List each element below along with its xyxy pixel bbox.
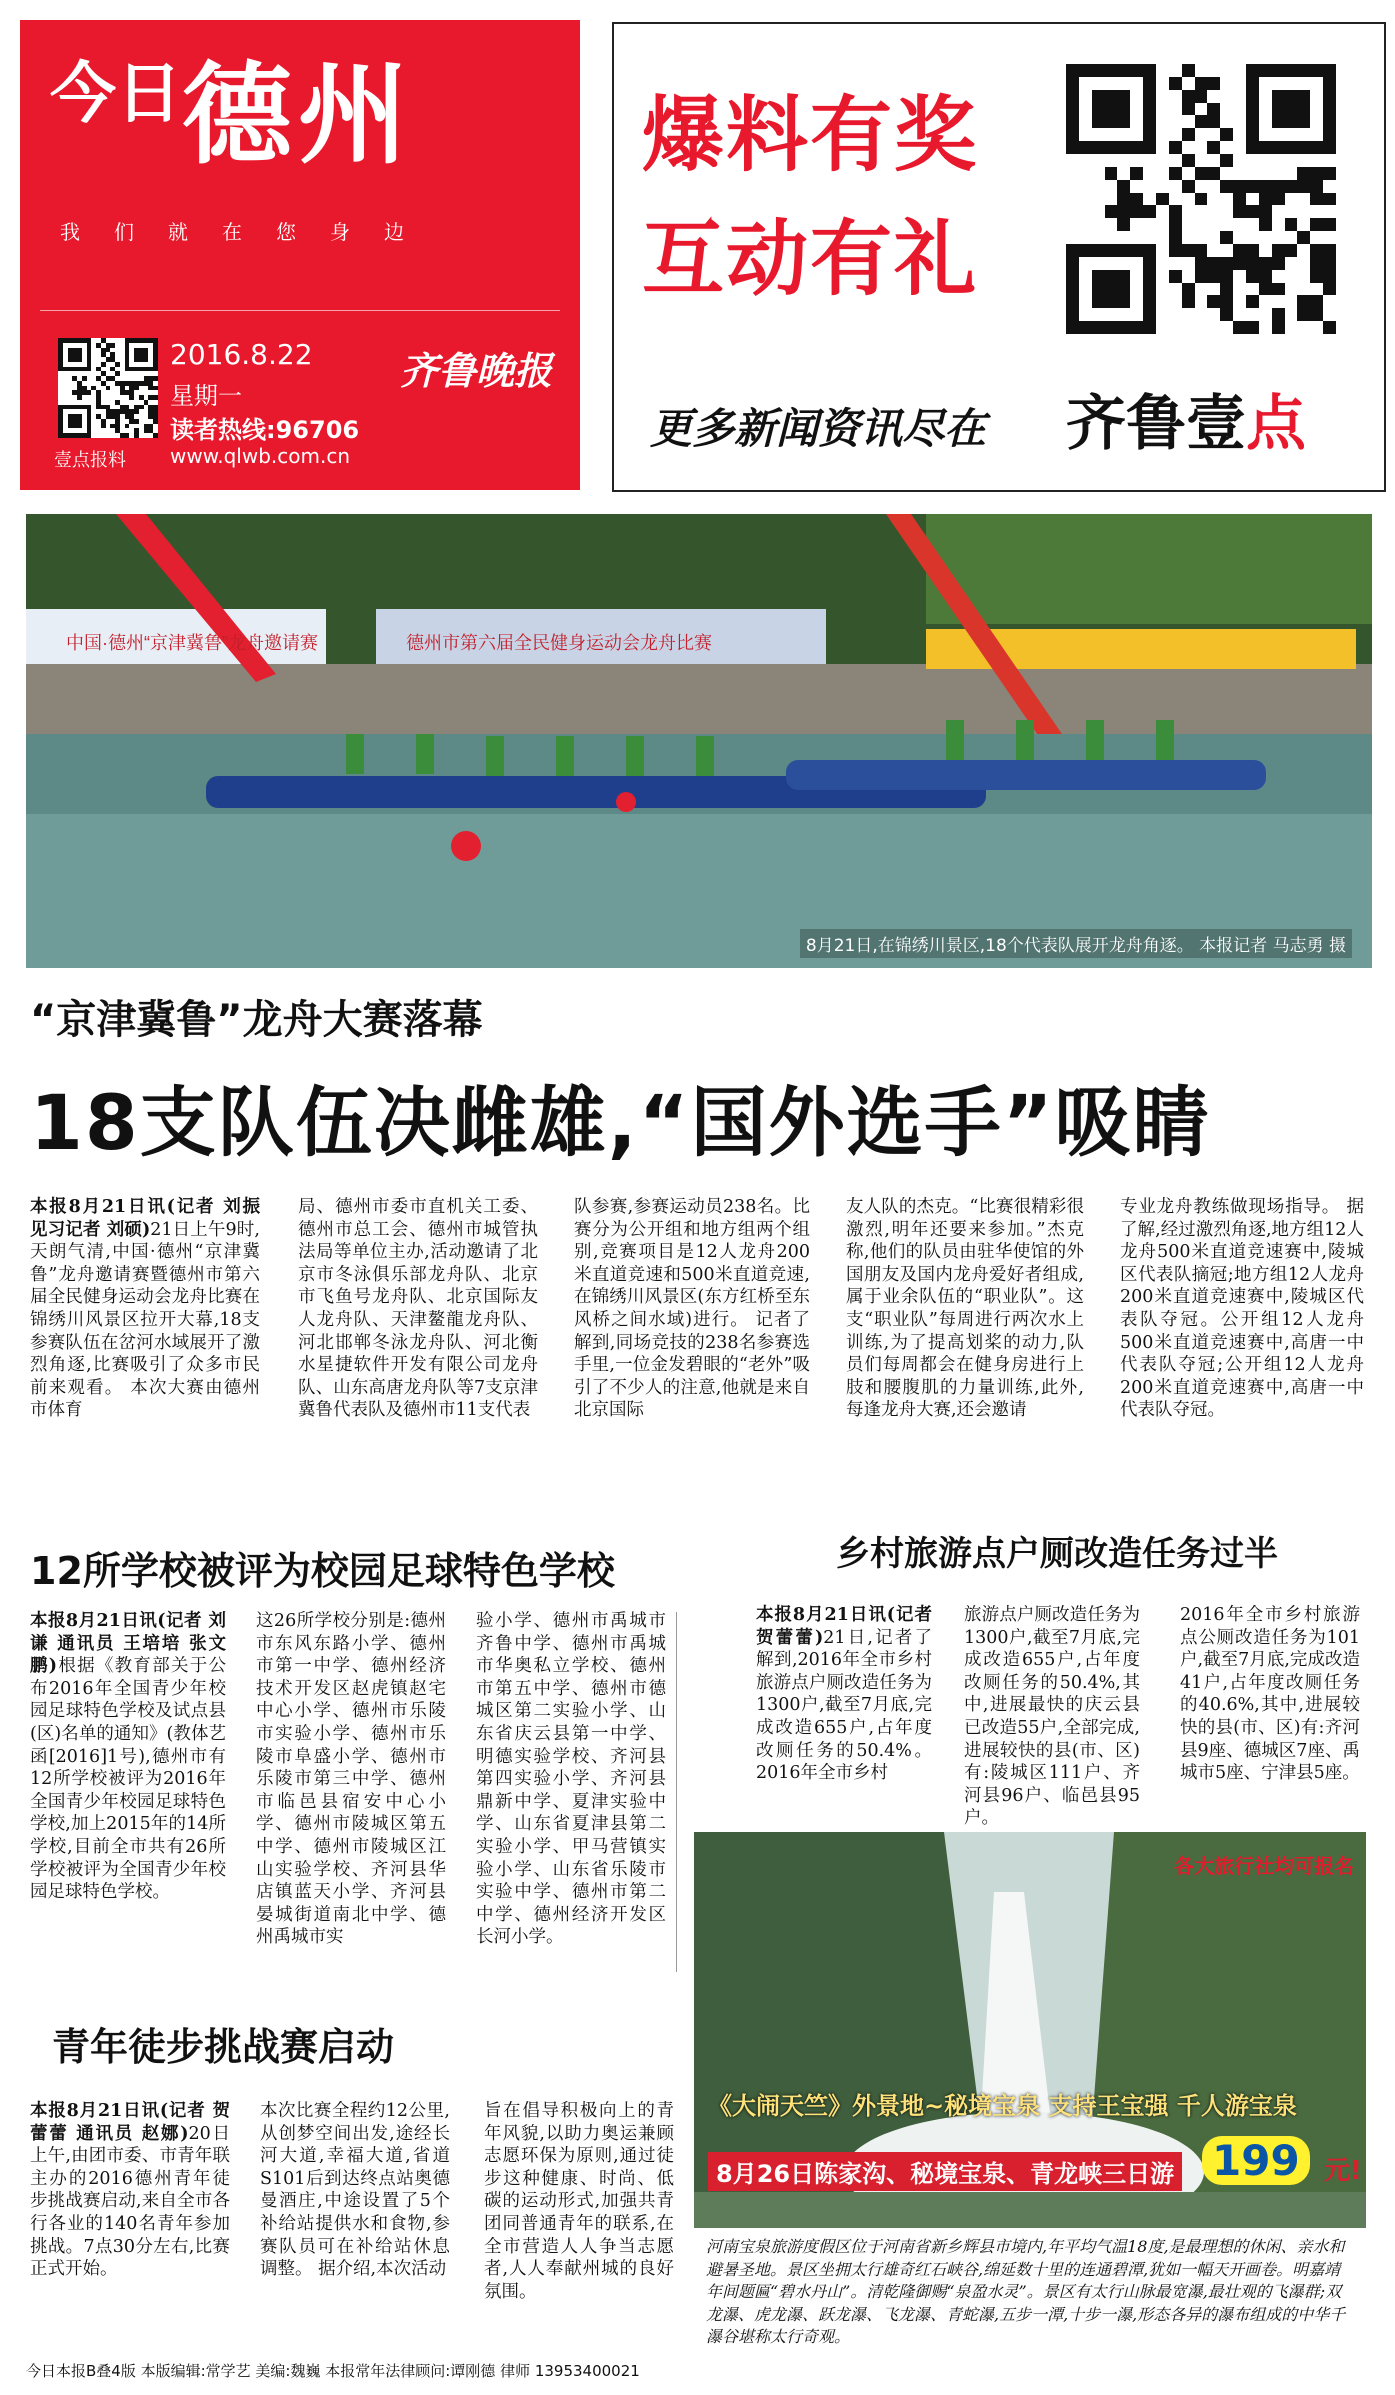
page-footer: 今日本报B叠4版 本版编辑:常学艺 美编:魏巍 本报常年法律顾问:谭刚德 律师 13953400021 xyxy=(26,2362,640,2380)
ad-tour-info: 8月26日陈家沟、秘境宝泉、青龙峡三日游 xyxy=(708,2152,1182,2191)
youth-column-3: 旨在倡导积极向上的青年风貌,以助力奥运兼顾志愿环保为原则,通过徒步这种健康、时尚、低碳的运动形式,加强共青团同普通青年的联系,在全市营造人人争当志愿者,人人奉献州城的良好氛围。 xyxy=(484,2101,674,2302)
article-column-3: 队参赛,参赛运动员238名。比赛分为公开组和地方组两个组别,竞赛项目是12人龙舟200米直道竞速和500米直道竞速,在锦绣川风景区(东方红桥至东风桥之间水域)进行。 记者了解到,同场竞技的238名参赛选手里,一位金发碧眼的“老外”吸引了不少人的注意,他就是来自北京国际 xyxy=(574,1197,810,1421)
scan-label: 壹点报料 xyxy=(54,450,126,471)
school-article-title: 12所学校被评为校园足球特色学校 xyxy=(30,1549,615,1593)
ad-headline: 《大闹天竺》外景地~秘境宝泉 支持王宝强 千人游宝泉 xyxy=(708,2092,1297,2120)
article-column-1: 本报8月21日讯(记者 刘振 见习记者 刘硕)21日上午9时,天朗气清,中国·德州“京津冀鲁”龙舟邀请赛暨德州市第六届全民健身运动会龙舟比赛在锦绣川风景区拉开大幕,18支参赛队伍在岔河水域展开了激烈角逐,比赛吸引了众多市民前来观看。 本次大赛由德州市体育 xyxy=(30,1197,260,1421)
ad-price-unit: 元! xyxy=(1324,2156,1362,2186)
ad-tag: 各大旅行社均可报名 xyxy=(1174,1854,1354,1878)
masthead xyxy=(20,20,580,490)
promo-more: 更多新闻资讯尽在 xyxy=(650,404,987,453)
school-column-2: 这26所学校分别是:德州市东风东路小学、德州市第一中学、德州经济技术开发区赵虎镇赵宅中心小学、德州市乐陵市实验小学、德州市乐陵市阜盛小学、德州市乐陵市第三中学、德州市临邑县宿安中心小学、德州市陵城区第五中学、德州市陵城区江山实验学校、齐河县华店镇蓝天小学、齐河县晏城街道南北中学、德州禹城市实 xyxy=(256,1611,446,1948)
ad-description: 河南宝泉旅游度假区位于河南省新乡辉县市境内,年平均气温18度,是最理想的休闲、亲水和避暑圣地。景区坐拥太行雄奇红石峡谷,绵延数十里的连通碧潭,犹如一幅天开画卷。明嘉靖年间题匾“碧水丹山”。清乾隆御赐“泉盈水灵”。景区有太行山脉最宽瀑,最壮观的飞瀑群;双龙瀑、虎龙瀑、跃龙瀑、飞龙瀑、青蛇瀑,五步一潭,十步一瀑,形态各异的瀑布组成的中华千瀑谷堪称太行奇观。 xyxy=(694,2228,1366,2372)
youth-column-1: 本报8月21日讯(记者 贺蕾蕾 通讯员 赵娜)20日上午,由团市委、市青年联主办的2016德州青年徒步挑战赛启动,来自全市各行各业的140名青年参加挑战。7点30分左右,比赛正式开始。 xyxy=(30,2101,230,2280)
website-link[interactable]: www.qlwb.com.cn xyxy=(170,444,350,468)
qr-code-icon[interactable] xyxy=(58,338,158,438)
toilet-column-1: 本报8月21日讯(记者 贺蕾蕾)21日,记者了解到,2016年全市乡村旅游点户厕改造任务为1300户,截至7月底,完成改造655户,占年度改厕任务的50.4%。 2016年全市乡村 xyxy=(756,1605,932,1784)
school-column-3: 验小学、德州市禹城市齐鲁中学、德州市禹城市华奥私立学校、德州市第五中学、德州市德城区第二实验小学、山东省庆云县第一中学、明德实验学校、齐河县第四实验小学、齐河县鼎新中学、夏津实验中学、山东省夏津县第二实验小学、甲马营镇实验小学、山东省乐陵市实验中学、德州市第二中学、德州经济开发区长河小学。 xyxy=(476,1611,666,1948)
travel-ad[interactable] xyxy=(694,1832,1366,2372)
article-headline: 18支队伍决雌雄,“国外选手”吸睛 xyxy=(30,1078,1211,1167)
slogan: 我们就在您身边 xyxy=(60,220,438,244)
weekday: 星期一 xyxy=(170,382,242,410)
article-kicker: “京津冀鲁”龙舟大赛落幕 xyxy=(30,997,483,1043)
promo-line1: 爆料有奖 xyxy=(642,88,979,183)
promo-box xyxy=(612,22,1386,492)
promo-line2: 互动有礼 xyxy=(642,212,979,307)
article-column-4: 友人队的杰克。“比赛很精彩很激烈,明年还要来参加。”杰克称,他们的队员由驻华使馆的外国朋友及国内龙舟爱好者组成,属于业余队伍的“职业队”。这支“职业队”每周进行两次水上训练,为了提高划桨的动力,队员们每周都会在健身房进行上肢和腰腹肌的力量训练,此外,每逢龙舟大赛,还会邀请 xyxy=(846,1197,1084,1421)
divider xyxy=(40,310,560,311)
brand-logo: 齐鲁壹点 xyxy=(1066,389,1306,459)
youth-article-title: 青年徒步挑战赛启动 xyxy=(52,2025,395,2069)
toilet-column-3: 2016年全市乡村旅游点公厕改造任务为101户,截至7月底,完成改造41户,占年度改厕任务的40.6%,其中,进展较快的县(市、区)有:齐河县9座、德城区7座、禹城市5座、宁津县5座。 xyxy=(1180,1605,1360,1784)
paper-logo: $^{今日}$德州 xyxy=(50,50,414,179)
toilet-column-2: 旅游点户厕改造任务为1300户,截至7月底,完成改造655户,占年度改厕任务的50.4%,其中,进展最快的庆云县已改造55户,全部完成,进展较快的县(市、区)有:陵城区111户、齐河县96户、临邑县95户。 xyxy=(964,1605,1140,1829)
hotline: 读者热线:96706 xyxy=(170,416,360,444)
paper-name: 齐鲁晚报 xyxy=(400,348,553,393)
article-column-2: 局、德州市委市直机关工委、德州市总工会、德州市城管执法局等单位主办,活动邀请了北京市冬泳俱乐部龙舟队、北京市飞鱼号龙舟队、北京国际友人龙舟队、天津鳌龍龙舟队、河北邯郸冬泳龙舟队、河北衡水星捷软件开发有限公司龙舟队、山东高唐龙舟队等7支京津冀鲁代表队及德州市11支代表 xyxy=(298,1197,538,1421)
banner-text-2: 德州市第六届全民健身运动会龙舟比赛 xyxy=(406,633,712,653)
issue-date: 2016.8.22 xyxy=(170,338,313,371)
article-column-5: 专业龙舟教练做现场指导。 据了解,经过激烈角逐,地方组12人龙舟500米直道竞速赛中,陵城区代表队摘冠;地方组12人龙舟200米直道竞速赛中,陵城区代表队夺冠。公开组12人龙舟500米直道竞速赛中,高唐一中代表队夺冠;公开组12人龙舟200米直道竞速赛中,高唐一中代表队夺冠。 xyxy=(1120,1197,1364,1421)
dragon-boat-photo xyxy=(26,514,1372,968)
school-column-1: 本报8月21日讯(记者 刘谦 通讯员 王培培 张文鹏)根据《教育部关于公布2016年全国青少年校园足球特色学校及试点县(区)名单的通知》(教体艺函[2016]1号),德州市有12所学校被评为2016年全国青少年校园足球特色学校,加上2015年的14所学校,目前全市共有26所学校被评为全国青少年校园足球特色学校。 xyxy=(30,1611,227,1903)
ad-price: 199 xyxy=(1202,2136,1310,2185)
column-divider xyxy=(676,1612,677,1972)
photo-caption: 8月21日,在锦绣川景区,18个代表队展开龙舟角逐。 本报记者 马志勇 摄 xyxy=(800,929,1352,958)
youth-column-2: 本次比赛全程约12公里,从创梦空间出发,途经长河大道,幸福大道,省道S101后到达终点站奥德曼酒庄,中途设置了5个补给站提供水和食物,参赛队员可在补给站休息调整。 据介绍,本次活动 xyxy=(260,2101,450,2280)
banner-text-1: 中国·德州“京津冀鲁”龙舟邀请赛 xyxy=(66,633,318,653)
promo-qr-code-icon[interactable] xyxy=(1066,64,1336,334)
toilet-article-title: 乡村旅游点户厕改造任务过半 xyxy=(836,1534,1278,1574)
